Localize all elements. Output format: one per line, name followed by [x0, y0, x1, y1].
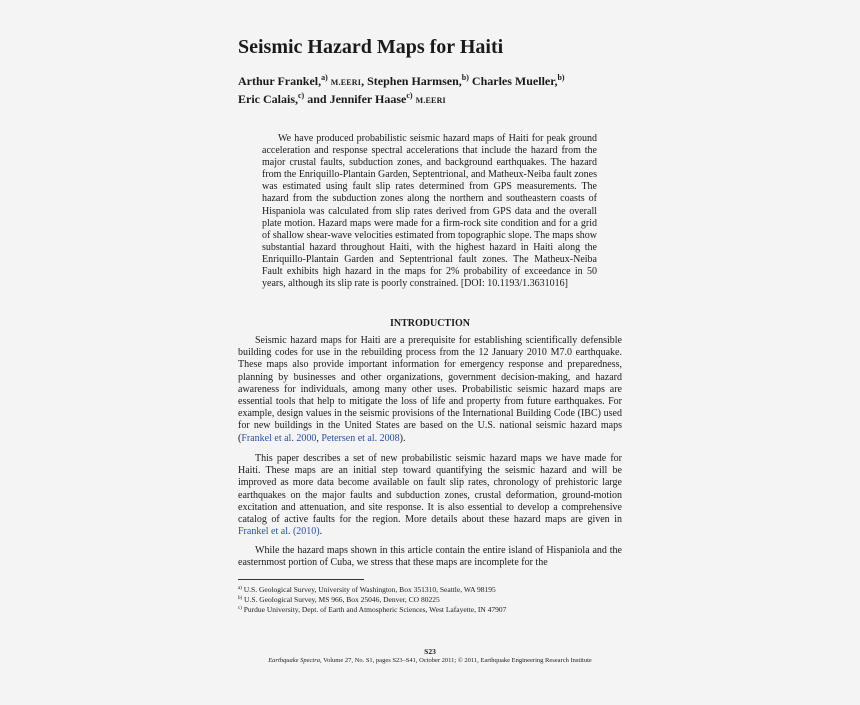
author-name: and Jennifer Haase	[304, 92, 407, 106]
footnote-marker: c)	[238, 606, 242, 611]
abstract: We have produced probabilistic seismic hazard maps of Haiti for peak ground acceleration and response spectral accelerations that include the hazard from the major crustal faults, subduction zones, and background earthquakes. The hazard from the Enriquillo-Plantain Garden, Septentrional, and Matheux-Neiba fault zones was estimated using fault slip rates determined from GPS measurements. The hazard from the subduction zones along the northern and southeastern coasts of Hispaniola was calculated from slip rates derived from GPS data and the overall plate motion. Hazard maps were made for a firm-rock site condition and for a grid of shallow shear-wave velocities estimated from topographic slope. The maps show substantial hazard throughout Haiti, with the highest hazard in Haiti along the Enriquillo-Plantain Garden and Septentrional fault zones. The Matheux-Neiba Fault exhibits high hazard in the maps for 2% probability of exceedance in 50 years, although its slip rate is poorly constrained. [DOI: 10.1193/1.3631016]	[262, 133, 597, 290]
footnote-marker: a)	[238, 586, 242, 591]
author-line-1	[238, 73, 565, 91]
author-list	[238, 73, 565, 109]
footnote	[238, 585, 622, 595]
author-name: Eric Calais,	[238, 92, 298, 106]
paragraph-text: ).	[399, 432, 406, 444]
affiliation-marker: c)	[406, 91, 413, 100]
page-number: S23	[424, 647, 436, 656]
footnote-text: U.S. Geological Survey, University of Washington, Box 351310, Seattle, WA 98195	[241, 585, 496, 594]
membership-tag: M.EERI	[330, 78, 362, 87]
journal-name: Earthquake Spectra	[268, 657, 321, 664]
paragraph-text: .	[319, 526, 323, 538]
intro-paragraph-1	[238, 335, 622, 445]
footnote	[238, 595, 622, 605]
author-name: Charles Mueller,	[468, 74, 558, 88]
intro-paragraph-3: While the hazard maps shown in this article contain the entire island of Hispaniola and the easternmost portion of Cuba, we stress that these maps are incomplete for the	[238, 545, 622, 569]
author-line-2	[238, 91, 565, 109]
author-name: , Stephen Harmsen,	[361, 74, 462, 88]
paragraph-text: This paper describes a set of new probabilistic seismic hazard maps we have made for Haiti. These maps are an initial step toward quantifying the seismic hazard and will be improved as more data become available on fault slip rates, chronology of prehistoric large earthquakes on the major faults and subduction zones, crustal deformation, ground-motion excitation and attenuation, and site response. It is also essential to develop a comprehensive catalog of active faults for the region. More details about these hazard maps are given in	[238, 453, 622, 526]
footnote	[238, 605, 622, 615]
journal-citation	[238, 657, 622, 664]
affiliation-marker: b)	[461, 73, 469, 82]
affiliation-marker: b)	[557, 73, 565, 82]
footnotes	[238, 585, 622, 615]
section-heading: INTRODUCTION	[389, 318, 470, 329]
citation-link[interactable]: Petersen et al. 2008	[321, 432, 400, 444]
citation-link[interactable]: Frankel et al. (2010)	[238, 526, 320, 538]
intro-paragraph-2	[238, 453, 622, 538]
citation-separator: ,	[316, 432, 322, 444]
author-name: Arthur Frankel,	[238, 74, 322, 88]
paper-title: Seismic Hazard Maps for Haiti	[238, 36, 504, 58]
paragraph-text: Seismic hazard maps for Haiti are a prerequisite for establishing scientifically defensible building codes for use in the rebuilding process from the 12 January 2010 M7.0 earthquake. These maps also provide important information for emergency response and preparedness, planning by businesses and other organizations, government decision-making, and hazard awareness for individuals, among many other uses. Probabilistic seismic hazard maps are essential tools that help to mitigate the loss of life and property from future earthquakes. For example, design values in the seismic provisions of the International Building Code (IBC) used for new buildings in the United States are based on the U.S. national seismic hazard maps (	[238, 335, 622, 444]
affiliation-marker: a)	[321, 73, 328, 82]
footnote-text: U.S. Geological Survey, MS 966, Box 25046, Denver, CO 80225	[242, 595, 440, 604]
affiliation-marker: c)	[298, 91, 305, 100]
journal-details: , Volume 27, No. S1, pages S23–S41, October 2011; © 2011, Earthquake Engineering Research Institute	[320, 657, 592, 664]
footnote-marker: b)	[238, 596, 243, 601]
membership-tag: M.EERI	[415, 96, 446, 105]
citation-link[interactable]: Frankel et al. 2000	[241, 432, 317, 444]
footnote-divider	[238, 579, 364, 580]
footnote-text: Purdue University, Dept. of Earth and Atmospheric Sciences, West Lafayette, IN 47907	[241, 605, 507, 614]
